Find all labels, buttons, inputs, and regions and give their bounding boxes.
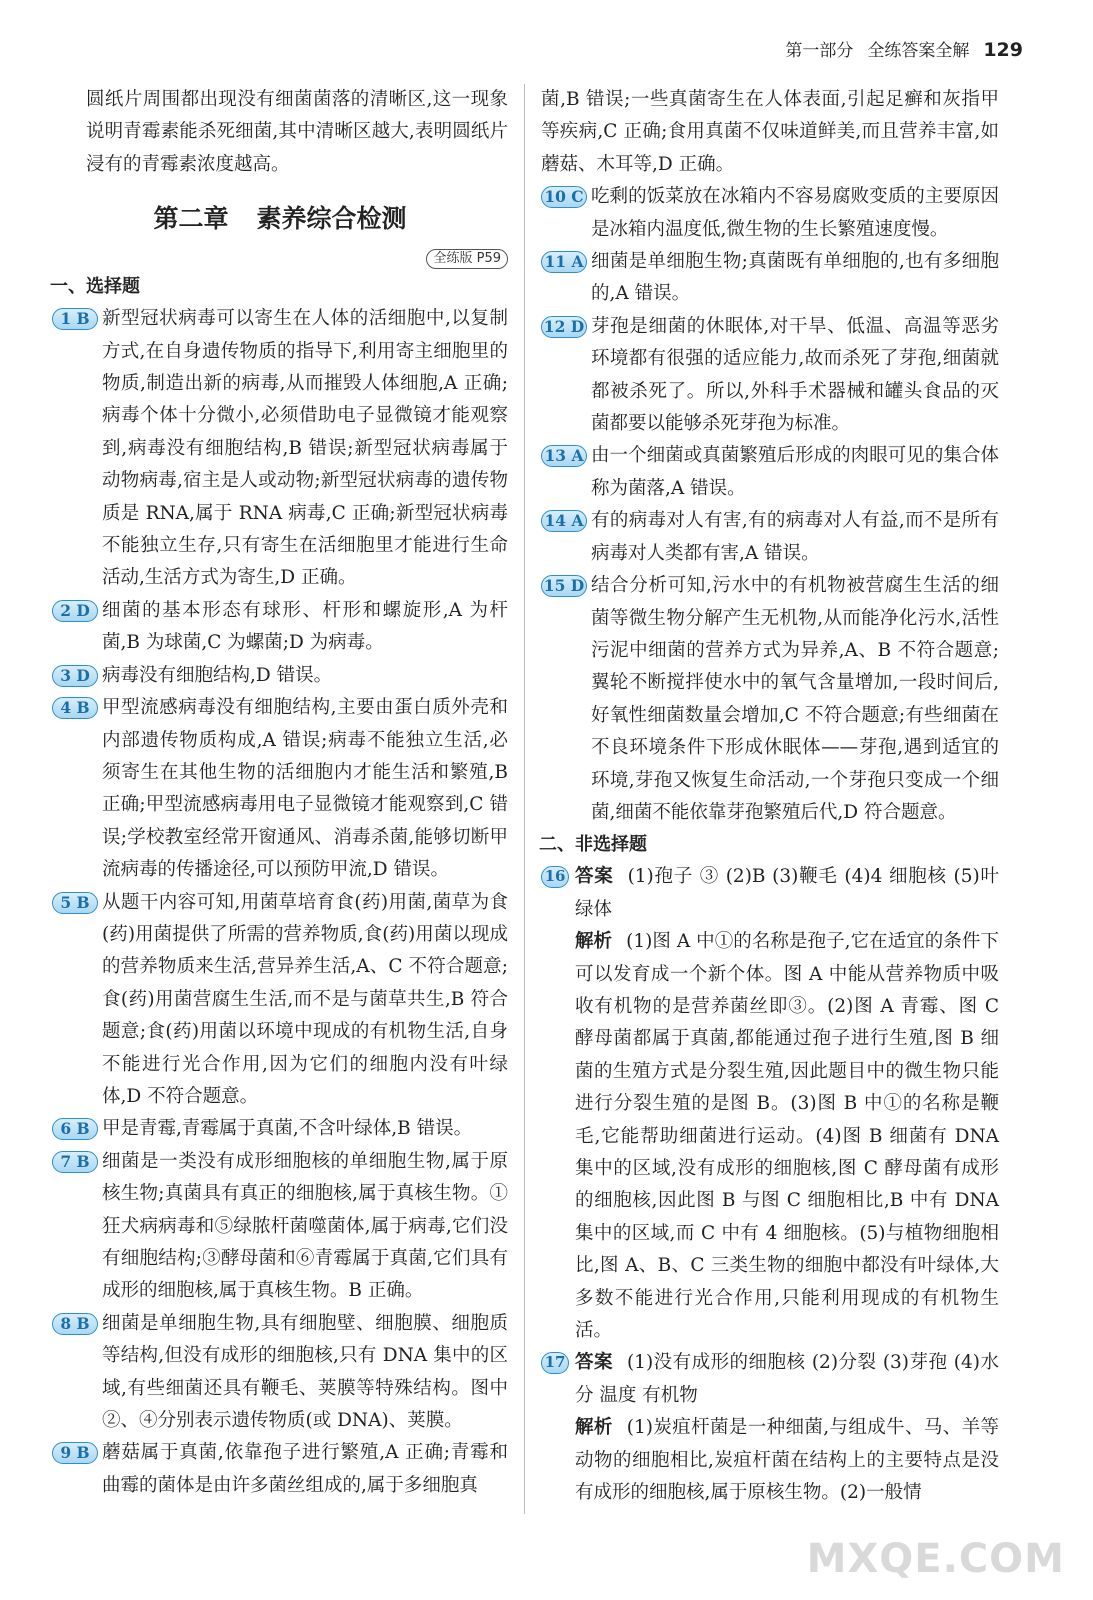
- answer-item: [52, 595, 508, 660]
- continued-paragraph: 菌,B 错误;一些真菌寄生在人体表面,引起足癣和灰指甲等疾病,C 正确;食用真菌不仅味道鲜美,而且营养丰富,如蘑菇、木耳等,D 正确。: [541, 89, 999, 175]
- answer-badge: 7 B: [52, 1151, 98, 1173]
- answer-text: 吃剩的饭菜放在冰箱内不容易腐败变质的主要原因是冰箱内温度低,微生物的生长繁殖速度慢。: [591, 186, 999, 240]
- watermark-logo: MXQE.COM: [806, 1536, 1065, 1582]
- answer-badge: 14 A: [541, 510, 587, 532]
- chapter-number: 第二章: [153, 204, 229, 234]
- answer-item: [52, 692, 508, 886]
- answer-item: [541, 570, 999, 829]
- question-number-badge: 17: [541, 1352, 569, 1374]
- answer-text: 结合分析可知,污水中的有机物被营腐生生活的细菌等微生物分解产生无机物,从而能净化污水,活性污泥中细菌的营养方式为异养,A、B 不符合题意;翼轮不断搅拌使水中的氧气含量增加,一段时间后,好氧性细菌数量会增加,C 不符合题意;有些细菌在不良环境条件下形成休眠体——芽孢,遇到适宜的环境,芽孢又恢复生命活动,一个芽孢只变成一个细菌,细菌不能依靠芽孢繁殖后代,D 符合题意。: [591, 575, 999, 823]
- answer-badge: 8 B: [52, 1313, 98, 1335]
- analysis-content: (1)图 A 中①的名称是孢子,它在适宜的条件下可以发育成一个新个体。图 A 中能从营养物质中吸收有机物的是营养菌丝即③。(2)图 A 青霉、图 C 酵母菌都属于真菌,都能通过孢子进行生殖,图 B 细菌的生殖方式是分裂生殖,因此题目中的微生物只能进行分裂生殖的是图 B。(3)图 B 中①的名称是鞭毛,它能帮助细菌进行运动。(4)图 B 细菌有 DNA 集中的区域,没有成形的细胞核,图 C 酵母菌有成形的细胞核,因此图 B 与图 C 细胞相比,B 中有 DNA 集中的区域,而 C 中有 4 细胞核。(5)与植物细胞相比,图 A、B、C 三类生物的细胞中都没有叶绿体,大多数不能进行光合作用,只能利用现成的有机物生活。: [575, 931, 999, 1342]
- answer-text: 病毒没有细胞结构,D 错误。: [102, 664, 333, 686]
- answer-text: 蘑菇属于真菌,依靠孢子进行繁殖,A 正确;青霉和曲霉的菌体是由许多菌丝组成的,属于多细胞真: [102, 1442, 508, 1496]
- answer-badge: 11 A: [541, 251, 587, 273]
- right-column: [541, 84, 999, 1509]
- answer-badge: 10 C: [541, 186, 587, 208]
- answer-text: 细菌是单细胞生物;真菌既有单细胞的,也有多细胞的,A 错误。: [591, 251, 999, 305]
- answer-label: 答案: [575, 866, 614, 888]
- answer-item: [52, 660, 508, 692]
- analysis-line: [575, 1412, 999, 1509]
- chapter-name: 素养综合检测: [256, 204, 407, 234]
- answer-item: [52, 303, 508, 595]
- answer-badge: 15 D: [541, 575, 587, 597]
- section-heading-nonchoice: 二、非选择题: [539, 834, 647, 856]
- answer-badge: 13 A: [541, 445, 587, 467]
- answer-item: [52, 1113, 508, 1145]
- answer-badge: 12 D: [541, 316, 587, 338]
- answer-text: 甲是青霉,青霉属于真菌,不含叶绿体,B 错误。: [102, 1118, 473, 1140]
- answer-badge: 3 D: [52, 665, 98, 687]
- answer-item: [52, 1308, 508, 1438]
- answer-item: [541, 440, 999, 505]
- answer-text: 由一个细菌或真菌繁殖后形成的肉眼可见的集合体称为菌落,A 错误。: [591, 445, 999, 499]
- answer-badge: 9 B: [52, 1442, 98, 1464]
- answer-badge: 5 B: [52, 892, 98, 914]
- column-divider: [524, 84, 525, 1514]
- question-number-badge: 16: [541, 866, 569, 888]
- answer-content: (1)孢子 ③ (2)B (3)鞭毛 (4)4 细胞核 (5)叶绿体: [575, 866, 999, 920]
- chapter-title: [52, 199, 508, 239]
- answer-text: 甲型流感病毒没有细胞结构,主要由蛋白质外壳和内部遗传物质构成,A 错误;病毒不能独立生活,必须寄生在其他生物的活细胞内才能生活和繁殖,B 正确;甲型流感病毒用电子显微镜才能观察到,C 错误;学校教室经常开窗通风、消毒杀菌,能够切断甲流病毒的传播途径,可以预防甲流,D 错误。: [102, 697, 508, 881]
- left-column: [52, 84, 508, 1502]
- answer-text: 新型冠状病毒可以寄生在人体的活细胞中,以复制方式,在自身遗传物质的指导下,利用寄主细胞里的物质,制造出新的病毒,从而摧毁人体细胞,A 正确;病毒个体十分微小,必须借助电子显微镜才能观察到,病毒没有细胞结构,B 错误;新型冠状病毒属于动物病毒,宿主是人或动物;新型冠状病毒的遗传物质是 RNA,属于 RNA 病毒,C 正确;新型冠状病毒不能独立生存,只有寄生在活细胞里才能进行生命活动,生活方式为寄生,D 正确。: [102, 308, 508, 589]
- analysis-label: 解析: [575, 931, 613, 953]
- answer-label: 答案: [575, 1352, 613, 1374]
- analysis-label: 解析: [575, 1417, 613, 1439]
- answer-item: [52, 1437, 508, 1502]
- header-title: 全练答案全解: [867, 41, 970, 61]
- answer-line: [575, 861, 999, 926]
- answer-badge: 6 B: [52, 1118, 98, 1140]
- answer-item: [52, 887, 508, 1114]
- answer-item: [541, 505, 999, 570]
- answer-line: [575, 1347, 999, 1412]
- section-heading-choice: 一、选择题: [50, 276, 140, 298]
- answer-item: [541, 181, 999, 246]
- answer-badge: 4 B: [52, 697, 98, 719]
- question-17: [541, 1347, 999, 1509]
- page-reference-tag: 全练版 P59: [426, 249, 508, 269]
- answer-badge: 2 D: [52, 600, 98, 622]
- page-header: [785, 36, 1023, 61]
- answer-badge: 1 B: [52, 308, 98, 330]
- answer-text: 从题干内容可知,用菌草培育食(药)用菌,菌草为食(药)用菌提供了所需的营养物质,食(药)用菌以现成的营养物质来生活,营异养生活,A、C 不符合题意;食(药)用菌营腐生生活,而不是与菌草共生,B 符合题意;食(药)用菌以环境中现成的有机物生活,自身不能进行光合作用,因为它们的细胞内没有叶绿体,D 不符合题意。: [102, 891, 508, 1107]
- intro-paragraph: 圆纸片周围都出现没有细菌菌落的清晰区,这一现象说明青霉素能杀死细菌,其中清晰区越大,表明圆纸片浸有的青霉素浓度越高。: [86, 89, 508, 175]
- answer-content: (1)没有成形的细胞核 (2)分裂 (3)芽孢 (4)水分 温度 有机物: [575, 1352, 999, 1406]
- analysis-line: [575, 926, 999, 1347]
- answer-item: [541, 246, 999, 311]
- header-section: 第一部分: [785, 41, 854, 61]
- answer-text: 细菌是一类没有成形细胞核的单细胞生物,属于原核生物;真菌具有真正的细胞核,属于真核生物。①狂犬病病毒和⑤绿脓杆菌噬菌体,属于病毒,它们没有细胞结构;③酵母菌和⑥青霉属于真菌,它们具有成形的细胞核,属于真核生物。B 正确。: [102, 1150, 508, 1302]
- answer-item: [541, 311, 999, 441]
- answer-item: [52, 1146, 508, 1308]
- question-16: [541, 861, 999, 1347]
- analysis-content: (1)炭疽杆菌是一种细菌,与组成牛、马、羊等动物的细胞相比,炭疽杆菌在结构上的主要特点是没有成形的细胞核,属于原核生物。(2)一般情: [575, 1417, 999, 1504]
- answer-text: 有的病毒对人有害,有的病毒对人有益,而不是所有病毒对人类都有害,A 错误。: [591, 510, 999, 564]
- answer-text: 细菌的基本形态有球形、杆形和螺旋形,A 为杆菌,B 为球菌,C 为螺菌;D 为病毒。: [102, 599, 508, 654]
- page-number: 129: [983, 39, 1023, 61]
- answer-text: 芽孢是细菌的休眠体,对干旱、低温、高温等恶劣环境都有很强的适应能力,故而杀死了芽孢,细菌就都被杀死了。所以,外科手术器械和罐头食品的灭菌都要以能够杀死芽孢为标准。: [591, 315, 999, 435]
- answer-text: 细菌是单细胞生物,具有细胞壁、细胞膜、细胞质等结构,但没有成形的细胞核,只有 DNA 集中的区域,有些细菌还具有鞭毛、荚膜等特殊结构。图中②、④分别表示遗传物质(或 DNA)、荚膜。: [102, 1312, 508, 1432]
